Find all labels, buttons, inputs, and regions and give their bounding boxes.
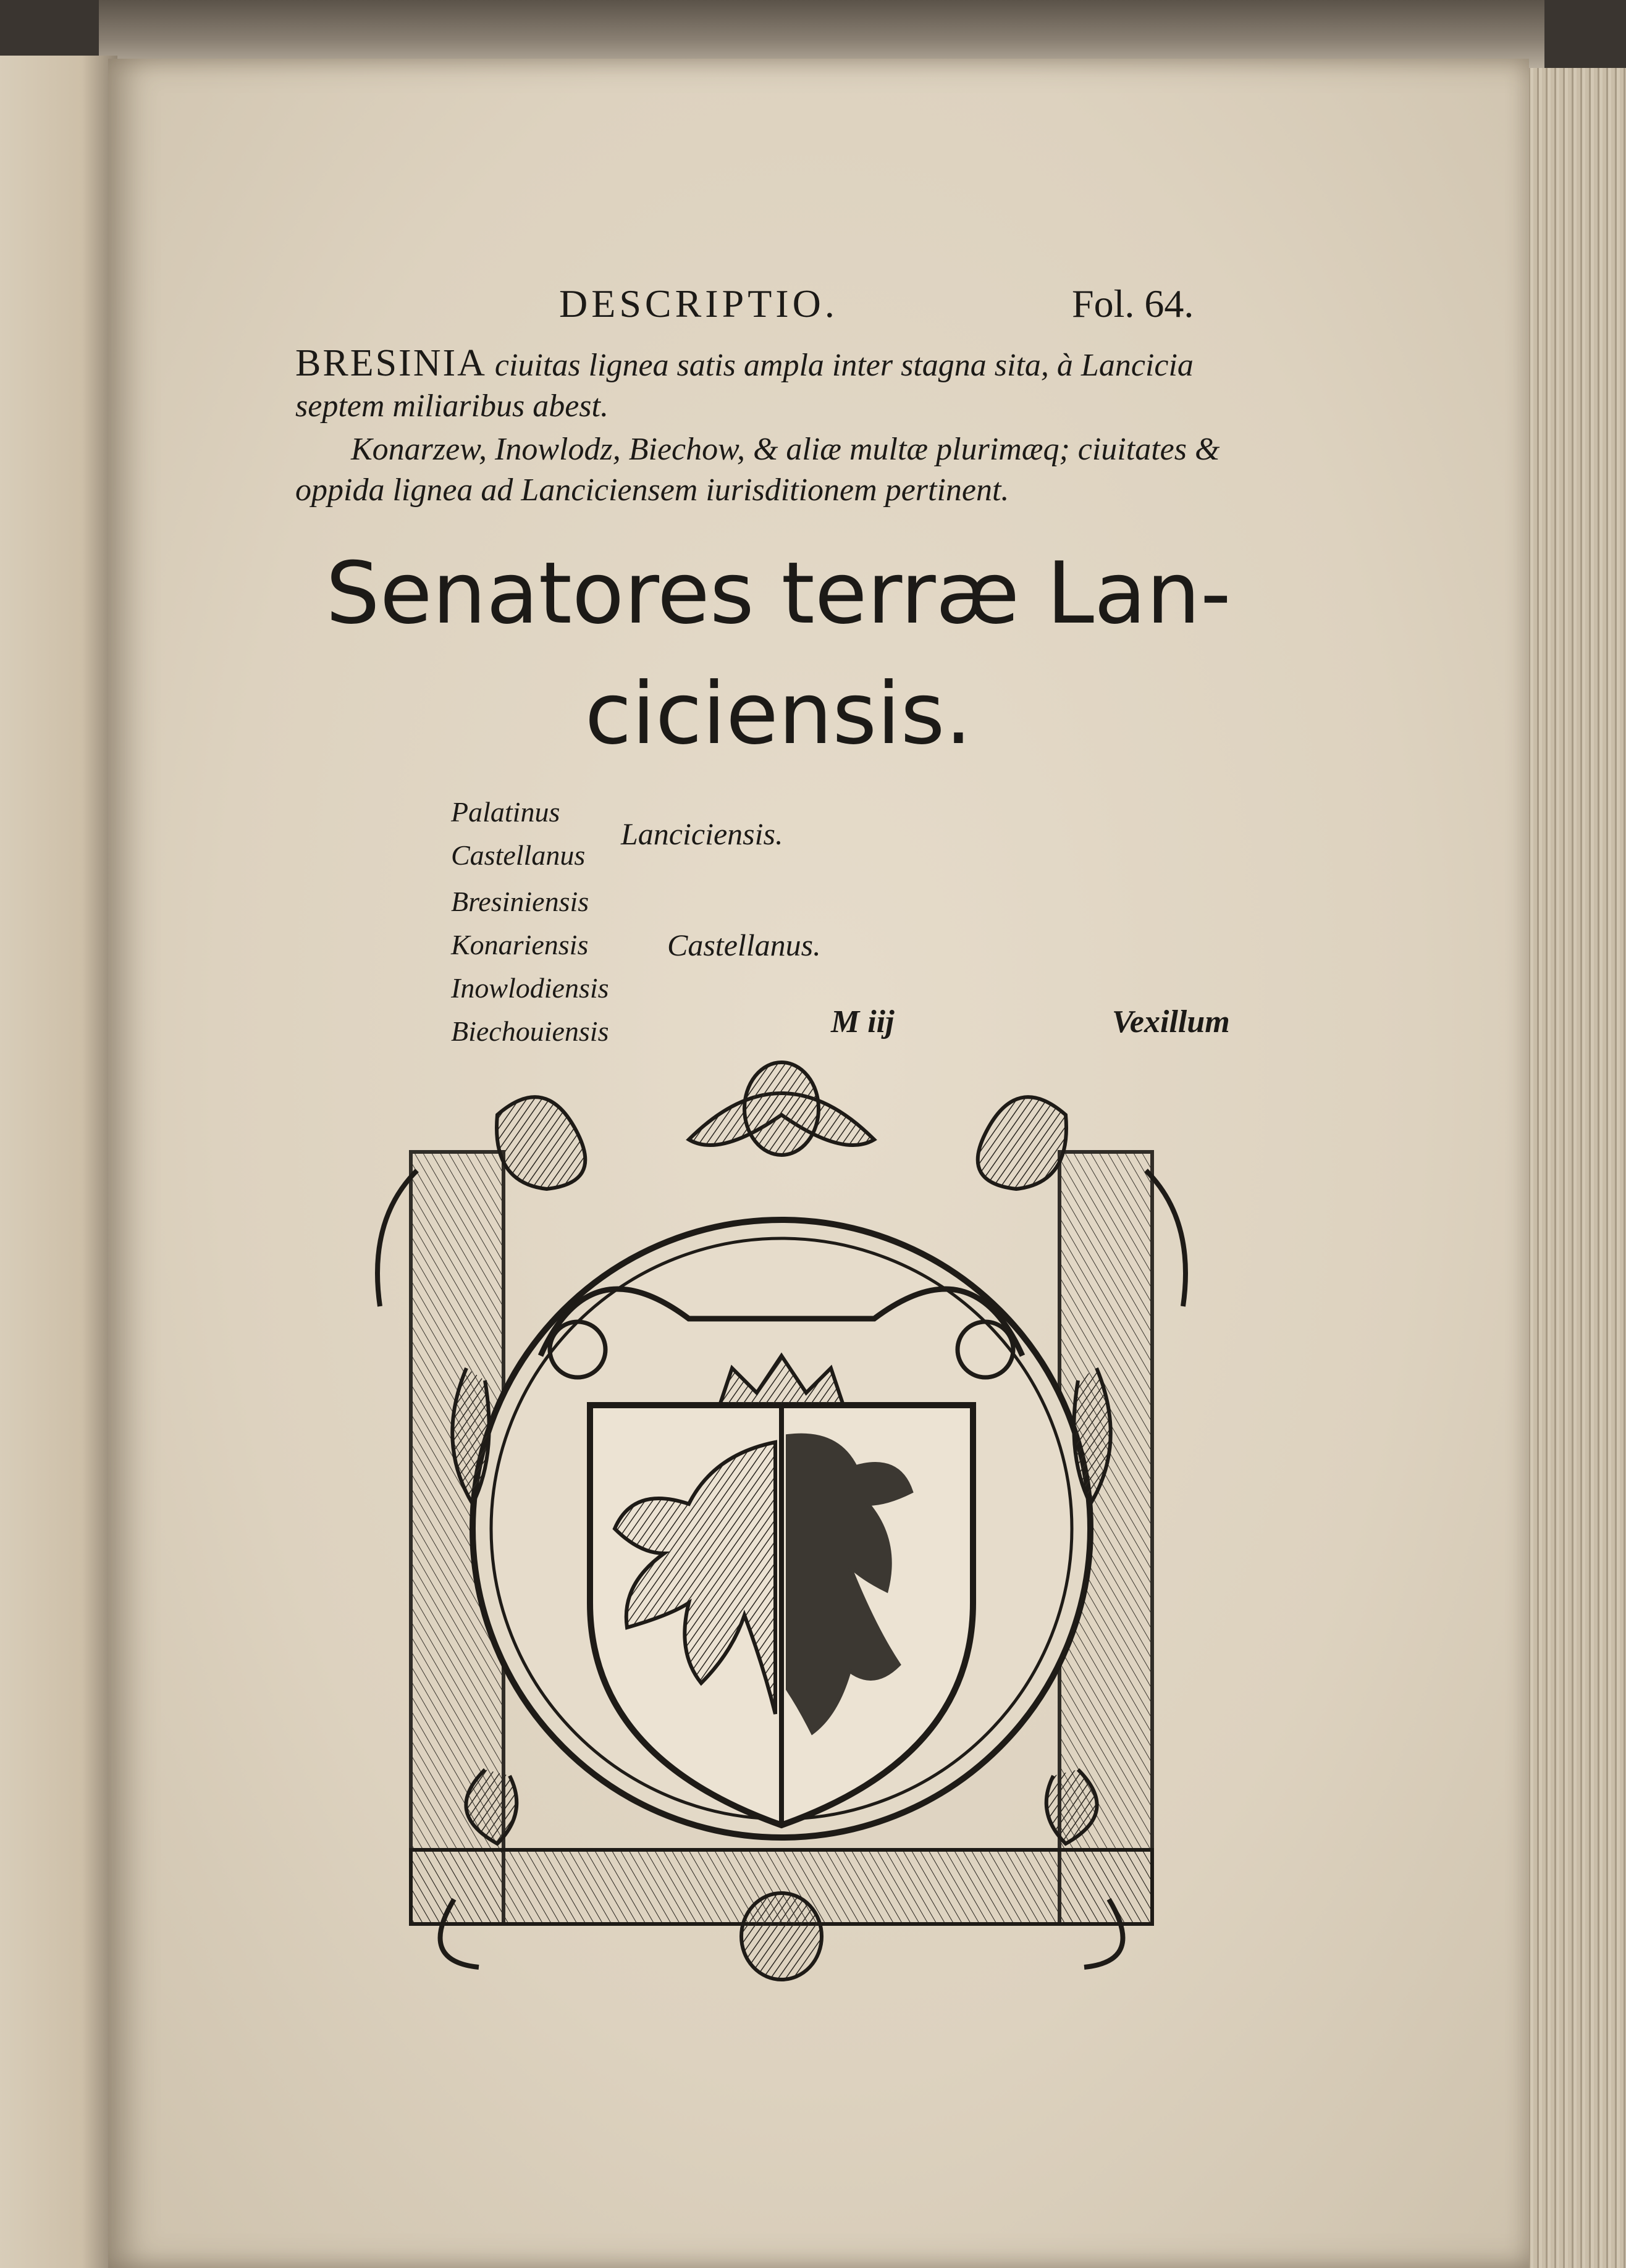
section-title-line-1: Senatores terræ Lan- [326,544,1231,643]
catchword: Vexillum [1112,1004,1230,1040]
book-top-edge [99,0,1544,68]
coat-of-arms-woodcut [343,1059,1220,1986]
roster-name: Bresiniensis [451,886,589,917]
roster-name: Konariensis [451,929,589,960]
roster-group-1-title: Lanciciensis. [621,817,783,851]
folio-number: Fol. 64. [1072,282,1194,326]
paragraph-text: ciuitas lignea satis ampla inter stagna sita, à Lancicia septem miliaribus abest. [295,348,1194,424]
roster-group-1 [451,791,585,877]
paragraph-konarzew: Konarzew, Inowlodz, Biechow, & aliæ multæ plurimæq; ciuitates & oppida lignea ad Lanciciensem iurisditionem pertinent. [295,432,1220,508]
roster-group-2-title: Castellanus. [667,928,821,962]
paragraph-bresinia [295,343,1259,427]
roster-name: Castellanus [451,839,586,871]
roster-group-2 [451,880,609,1053]
section-title-line-2: ciciensis. [584,664,972,763]
facing-page-edge [0,56,117,2268]
running-title: DESCRIPTIO. [559,282,838,326]
signature-mark: M iij [831,1004,895,1040]
roster-name: Palatinus [451,796,560,828]
roster-name: Biechouiensis [451,1015,609,1047]
lead-word: BRESINIA [295,342,487,384]
roster-name: Inowlodiensis [451,972,609,1004]
